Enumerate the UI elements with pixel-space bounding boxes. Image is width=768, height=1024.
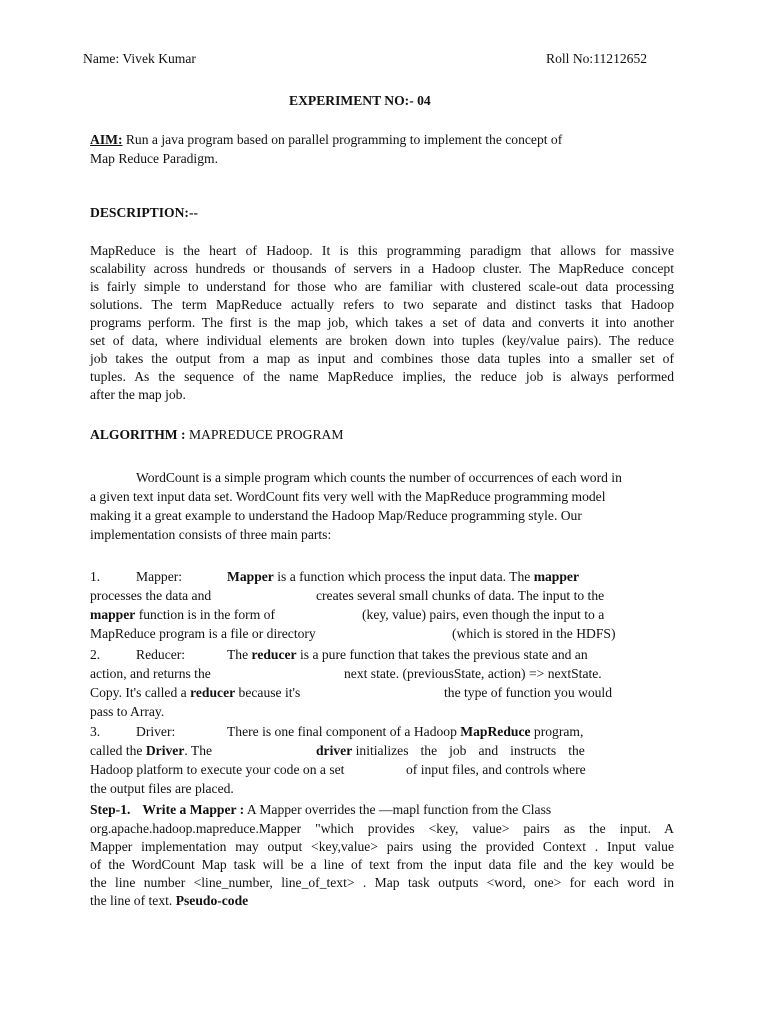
experiment-title: EXPERIMENT NO:- 04 — [289, 93, 431, 108]
algorithm-label: ALGORITHM : — [90, 427, 186, 442]
description-line: set of data, where individual elements are broken down into tuples (key/value pairs). The reduce — [90, 333, 674, 348]
student-name: Name: Vivek Kumar — [83, 51, 196, 66]
reducer-number: 2. — [90, 647, 101, 662]
driver-line-3a: Hadoop platform to execute your code on a set — [90, 762, 345, 777]
step1-line: Mapper implementation may output <key,value> pairs using the provided Context . Input value — [90, 839, 674, 854]
mapper-line-3b: (key, value) pairs, even though the input to a — [362, 607, 605, 622]
driver-text: . The — [184, 743, 213, 758]
step1-label: Step-1. — [90, 802, 131, 817]
driver-line-1 — [227, 723, 583, 741]
description-line: job takes the output from a map as input and combines those data tuples into a smaller set of — [90, 351, 674, 366]
driver-term: driver — [316, 743, 353, 758]
algorithm-line: a given text input data set. WordCount fits very well with the MapReduce programming model — [90, 489, 606, 504]
roll-number: Roll No:11212652 — [546, 51, 648, 66]
mapper-text: is a function which process the input data. The — [273, 569, 534, 584]
description-line: programs perform. The first is the map job, which takes a set of data and converts it into another — [90, 315, 674, 330]
aim-label: AIM: — [90, 132, 123, 147]
driver-label: Driver: — [136, 724, 176, 739]
algorithm-heading — [90, 426, 343, 444]
reducer-line-3b: the type of function you would — [444, 685, 613, 700]
mapper-line-2b: creates several small chunks of data. The input to the — [316, 588, 605, 603]
reducer-line-1 — [227, 646, 588, 664]
pseudo-code-label: Pseudo-code — [175, 893, 249, 908]
step1-title: Write a Mapper : — [142, 802, 245, 817]
step1-line-6 — [90, 892, 248, 910]
reducer-term: reducer — [190, 685, 236, 700]
aim-line-2: Map Reduce Paradigm. — [90, 151, 218, 166]
driver-line-2a — [90, 742, 212, 760]
mapper-label: Mapper: — [136, 569, 183, 584]
algorithm-line: WordCount is a simple program which counts the number of occurrences of each word in — [136, 470, 622, 485]
reducer-line-2a: action, and returns the — [90, 666, 211, 681]
algorithm-value: MAPREDUCE PROGRAM — [185, 427, 344, 442]
step1-text: the line of text. — [90, 893, 176, 908]
reducer-line-3a — [90, 684, 300, 702]
mapper-line-4a: MapReduce program is a file or directory — [90, 626, 316, 641]
mapper-line-3a — [90, 606, 275, 624]
driver-text: program, — [530, 724, 584, 739]
description-line: is fairly simple to understand for those who are familiar with clustered scale-out data processing — [90, 279, 674, 294]
algorithm-line: making it a great example to understand the Hadoop Map/Reduce programming style. Our — [90, 508, 582, 523]
mapper-line-4b: (which is stored in the HDFS) — [452, 626, 616, 641]
driver-word: initializes — [352, 743, 409, 758]
driver-word: the — [568, 743, 585, 758]
reducer-text: because it's — [235, 685, 301, 700]
description-line: solutions. The term MapReduce actually refers to two separate and distinct tasks that Hadoop — [90, 297, 674, 312]
aim-text-1: Run a java program based on parallel programming to implement the concept of — [122, 132, 563, 147]
step1-line: of the WordCount Map task will be a line of text from the input data file and the key would be — [90, 857, 674, 872]
aim-line-1 — [90, 131, 562, 149]
driver-text: There is one final component of a Hadoop — [227, 724, 461, 739]
mapper-term: Mapper — [227, 569, 274, 584]
description-line: scalability across hundreds or thousands of servers in a Hadoop cluster. The MapReduce concept — [90, 261, 674, 276]
mapper-line-2a: processes the data and — [90, 588, 212, 603]
reducer-term: reducer — [251, 647, 297, 662]
description-heading: DESCRIPTION:-- — [90, 205, 198, 220]
description-line: tuples. As the sequence of the name MapReduce implies, the reduce job is always performed — [90, 369, 674, 384]
reducer-label: Reducer: — [136, 647, 186, 662]
driver-term: MapReduce — [460, 724, 531, 739]
reducer-line-2b: next state. (previousState, action) => nextState. — [344, 666, 602, 681]
description-line: after the map job. — [90, 387, 186, 402]
step1-line: org.apache.hadoop.mapreduce.Mapper "which provides <key, value> pairs as the input. A — [90, 821, 674, 836]
step1-line-1 — [90, 801, 551, 819]
driver-word: the — [420, 743, 438, 758]
driver-word: instructs — [510, 743, 557, 758]
mapper-number: 1. — [90, 569, 101, 584]
driver-word: and — [478, 743, 499, 758]
mapper-term: mapper — [533, 569, 579, 584]
reducer-line-4: pass to Array. — [90, 704, 165, 719]
driver-line-4: the output files are placed. — [90, 781, 234, 796]
mapper-line-1 — [227, 568, 579, 586]
reducer-text: Copy. It's called a — [90, 685, 191, 700]
driver-number: 3. — [90, 724, 101, 739]
mapper-text: function is in the form of — [135, 607, 276, 622]
description-line: MapReduce is the heart of Hadoop. It is this programming paradigm that allows for massive — [90, 243, 674, 258]
reducer-text: The — [227, 647, 252, 662]
algorithm-line: implementation consists of three main parts: — [90, 527, 332, 542]
reducer-text: is a pure function that takes the previous state and an — [296, 647, 588, 662]
step1-text: A Mapper overrides the —mapl function from the Class — [244, 802, 552, 817]
step1-line: the line number <line_number, line_of_text> . Map task outputs <word, one> for each word in — [90, 875, 674, 890]
driver-text: called the — [90, 743, 146, 758]
driver-word: job — [449, 743, 467, 758]
driver-term: Driver — [145, 743, 185, 758]
driver-line-3b: of input files, and controls where — [406, 762, 586, 777]
mapper-term: mapper — [90, 607, 136, 622]
driver-line-2b — [316, 742, 585, 760]
